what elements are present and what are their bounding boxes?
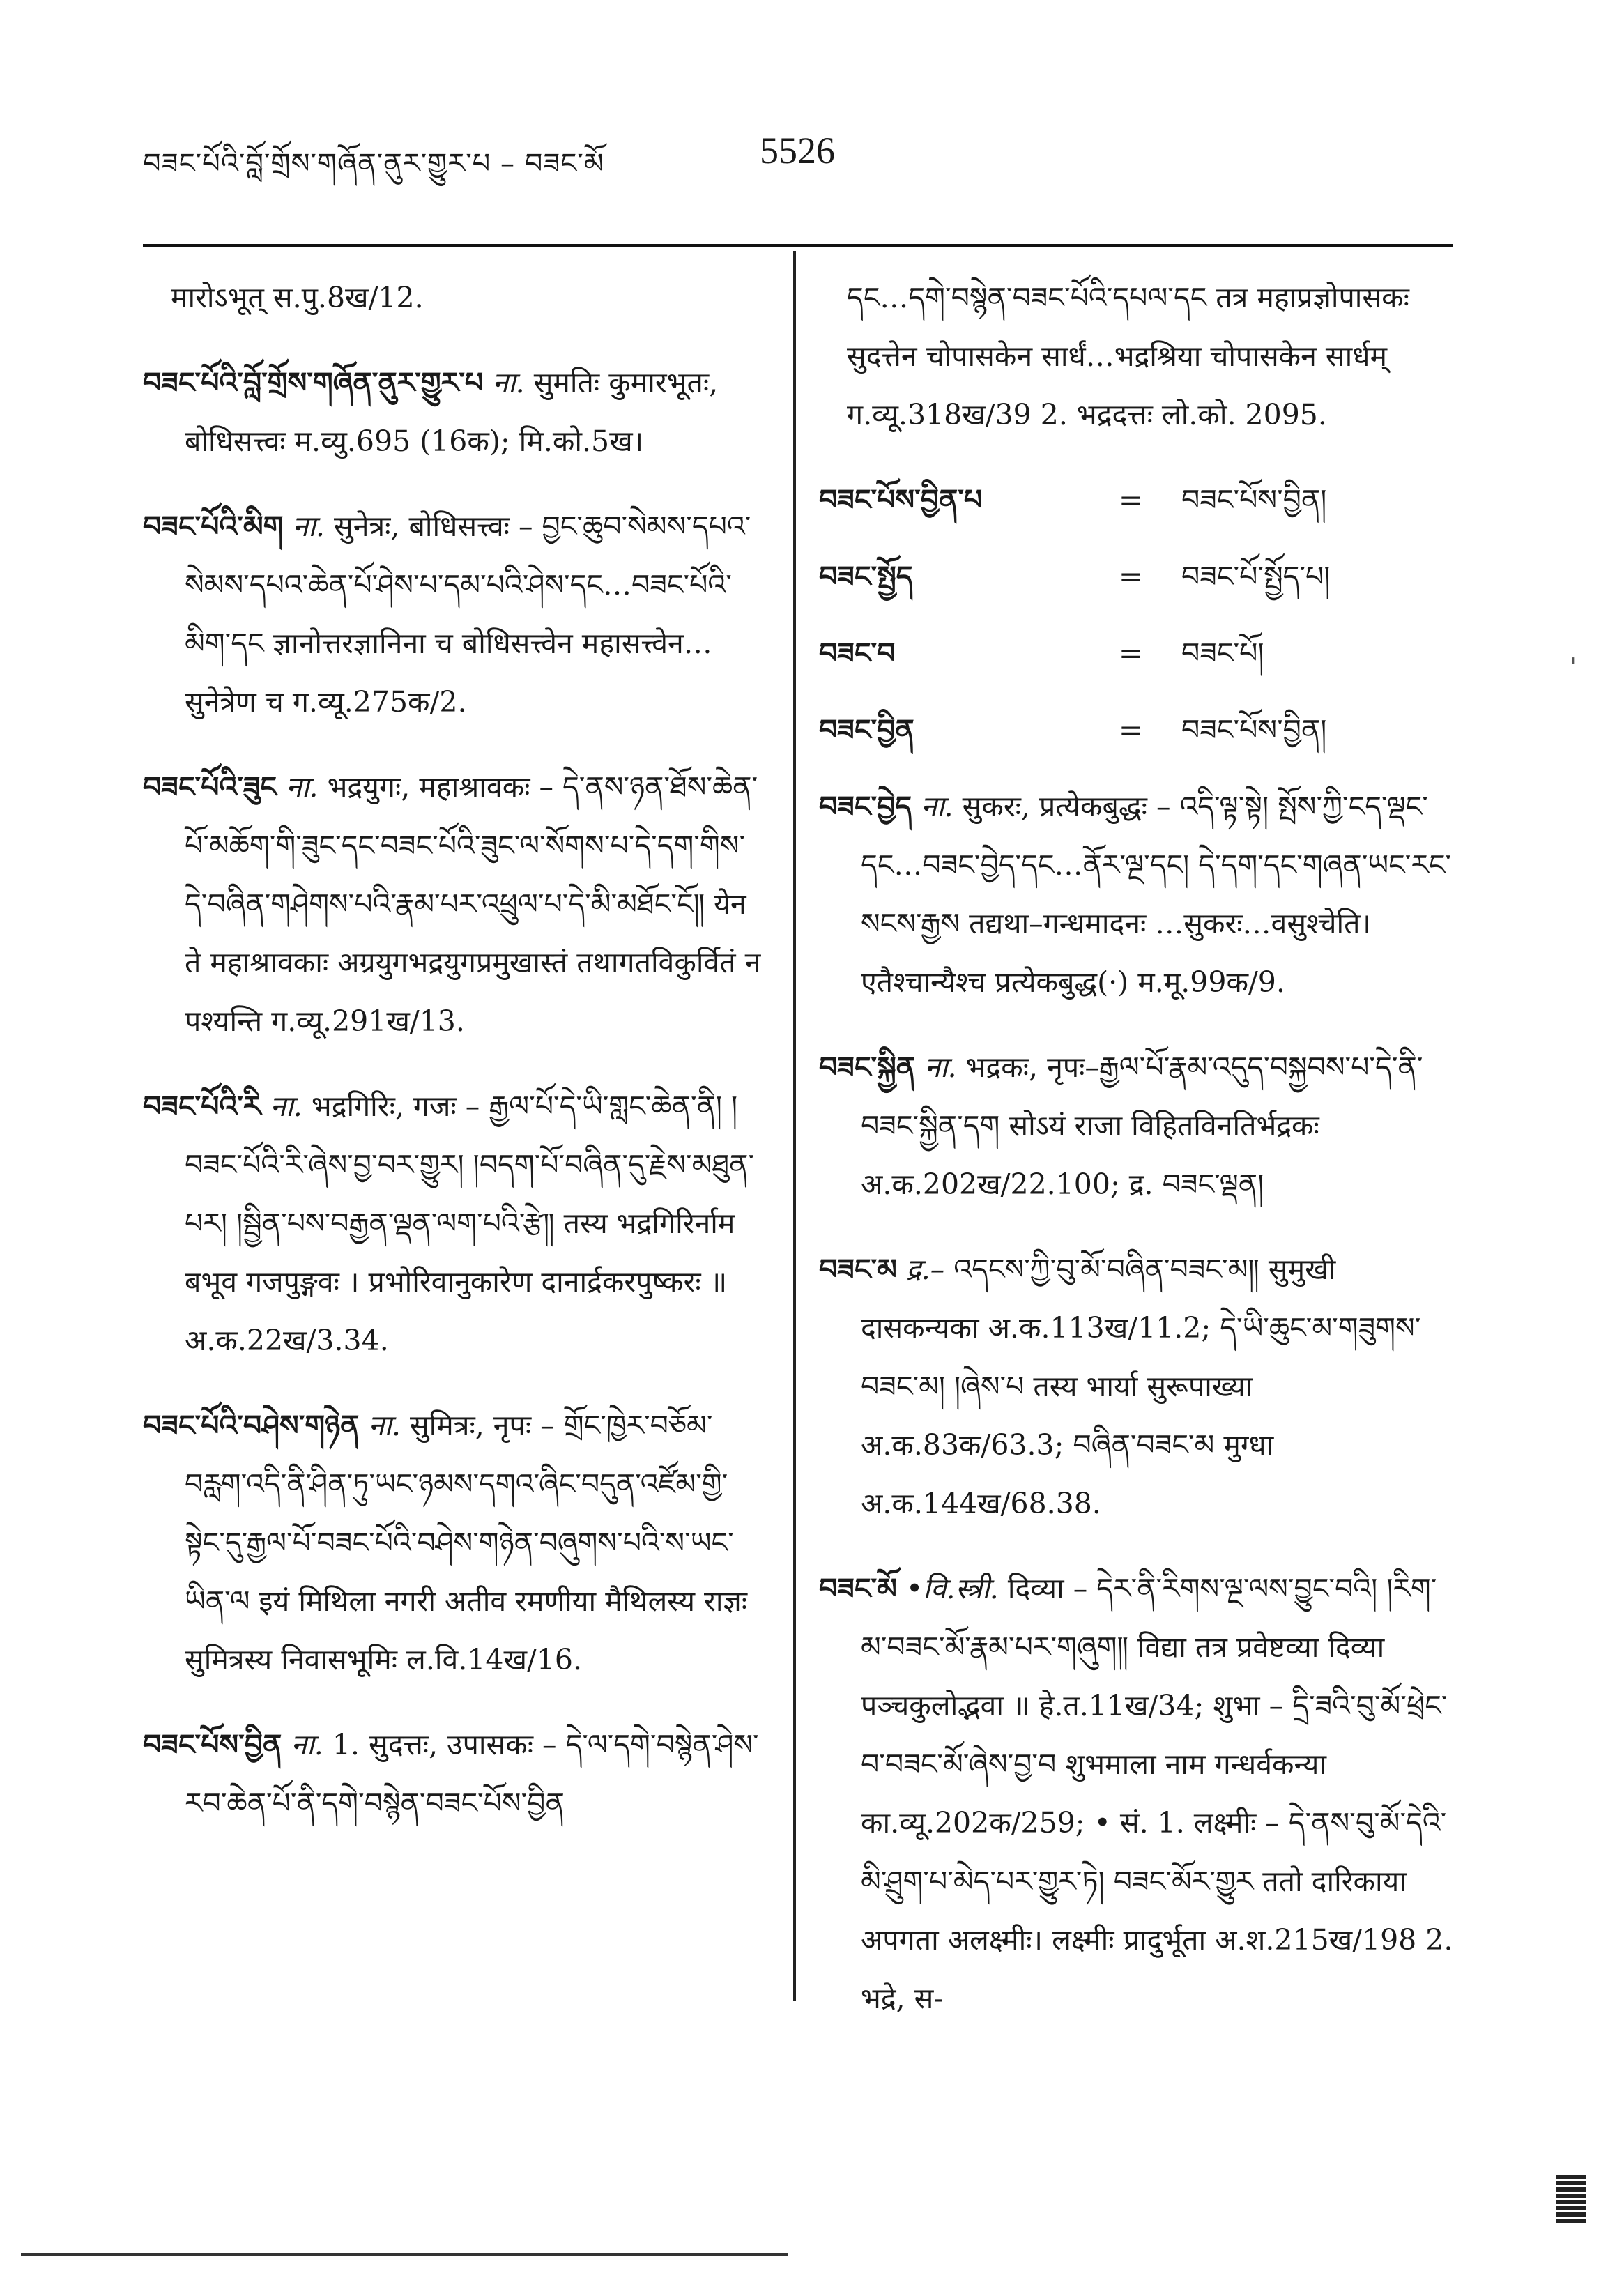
dictionary-entry [819,1038,1460,1214]
entry-headword: བཟང་པོའི་རི [143,1089,261,1123]
xref-target: བཟང་པོ། [1181,636,1264,670]
entry-body: दिव्या – དེར་ནི་རིགས་ལྔ་ལས་བྱུང་བའི། །རིག་མ་བཟང་མོ་རྣམ་པར་གཞུག༎ विद्या तत्र प्रवेष्टव्या दिव्या पञ्चकुलोद्भवा ॥ हे.त.11ख/34; शुभा – དྲི་ཟའི་བུ་མོ་ཕྲེང་བ་བཟང་མོ་ཞེས་བྱ་བ शुभमाला नाम गन्धर्वकन्या का.व्यू.202क/259; • सं. 1. लक्ष्मीः – དེ་ནས་བུ་མོ་དེའི་མི་ཤྲུག་པ་མེད་པར་གྱུར་ཏེ། བཟང་མོར་གྱུར ततो दारिकाया अपगता अलक्ष्मीः। लक्ष्मीः प्रादुर्भूता अ.श.215ख/198 2. भद्रे, स- [861,1572,1453,2015]
left-column [143,268,763,1859]
grammar-label: ना. [921,790,953,823]
cross-reference [819,701,1460,770]
entry-headword: བཟང་སྐྱིན [819,1050,916,1084]
entry-body: भद्रयुगः, महाश्रावकः – དེ་ནས་ཉན་ཐོས་ཆེན་པོ་མཆོག་གི་ཟུང་དང་བཟང་པོའི་ཟུང་ལ་སོགས་པ་དེ་དག་གིས་དེ་བཞིན་གཤེགས་པའི་རྣམ་པར་འཕྲུལ་པ་དེ་མི་མཐོང་ངོ༎ येन ते महाश्रावकाः अग्रयुगभद्रयुगप्रमुखास्तं तथागतविकुर्वितं न पश्यन्ति ग.व्यू.291ख/13. [185,770,761,1038]
grammar-label: ना. [291,1728,323,1761]
entry-body: भद्रगिरिः, गजः – རྒྱལ་པོ་དེ་ཡི་གླང་ཆེན་ནི། །བཟང་པོའི་རི་ཞེས་བྱ་བར་གྱུར། །བདག་པོ་བཞིན་དུ་རྗེས་མཐུན་པར། །སྦྱིན་པས་བརྒྱན་ལྡན་ལག་པའི་རྩེ༎ तस्य भद्रगिरिर्नाम बभूव गजपुङ्गवः । प्रभोरिवानुकारेण दानार्द्रकरपुष्करः ॥ अ.क.22ख/3.34. [185,1089,755,1357]
entry-body: सुकरः, प्रत्येकबुद्धः – འདི་ལྟ་སྟེ། སྤོས་ཀྱི་ངད་ལྡང་དང…བཟང་བྱེད་དང…ནོར་ལྔ་དང། དེ་དག་དང་གཞན་ཡང་རང་སངས་རྒྱས तद्यथा–गन्धमादनः …सुकरः…वसुश्चेति। एतैश्चान्यैश्च प्रत्येकबुद्ध(·) म.मू.99क/9. [861,790,1452,999]
dictionary-entry [819,777,1460,1011]
xref-headword: བཟང་བྱིན [819,713,914,747]
xref-target: བཟང་པོས་བྱིན། [1181,483,1327,517]
entry-body: འདངས་ཀྱི་བུ་མོ་བཞིན་བཟང་མ༎ सुमुखी दासकन्यका अ.क.113ख/11.2; དེ་ཡི་ཆུང་མ་གཟུགས་བཟང་མ། །ཞེས་པ तस्य भार्या सुरूपाख्या अ.क.83क/63.3; བཞིན་བཟང་མ मुग्धा अ.क.144ख/68.38. [861,1253,1421,1520]
xref-headword: བཟང་སྤྱོད [819,560,913,593]
dictionary-entry [143,1715,763,1833]
entry-body: भद्रकः, नृपः–རྒྱལ་པོ་རྣམ་འདུད་བསྐྱབས་པ་དེ་ནི་བཟང་སྐྱིན་དག सोऽयं राजा विहितविनतिर्भद्रकः अ.क.202ख/22.100; द्र. བཟང་ལྡན། [861,1050,1423,1201]
dictionary-entry [143,758,763,1050]
entry-headword: བཟང་བྱེད [819,790,912,823]
xref-target: བཟང་པོ་སྤྱོད་པ། [1181,560,1331,593]
entry-body: सुमतिः कुमारभूतः, बोधिसत्त्वः म.व्यु.695 (16क); मि.को.5ख। [185,366,719,458]
xref-equals: = [1119,713,1143,747]
running-head: བཟང་པོའི་བློ་གྲོས་གཞོན་ནུར་གྱུར་པ – བཟང་མོ [143,148,604,180]
dictionary-entry [143,497,763,731]
page-edge-marks [1556,2175,1586,2279]
cross-reference [819,547,1460,617]
grammar-label: ना. [368,1409,401,1442]
dictionary-entry [819,1240,1460,1533]
grammar-label: •वि.स्त्री. [905,1572,999,1605]
entry-headword: བཟང་པོའི་ཟུང [143,770,277,804]
entry-headword: བཟང་མོ [819,1572,897,1605]
xref-equals: = [1119,483,1143,517]
dictionary-entry [143,1077,763,1370]
grammar-label: ना. [270,1089,302,1123]
dictionary-entry [143,268,763,327]
grammar-label: ना. [286,770,319,804]
grammar-label: ना. [924,1050,957,1084]
entry-headword: བཟང་མ [819,1253,897,1286]
xref-target: བཟང་པོས་བྱིན། [1181,713,1327,747]
bottom-rule [21,2253,788,2256]
margin-mark: ' [1570,654,1577,682]
entry-body: 1. सुदत्तः, उपासकः – དེ་ལ་དགེ་བསྙེན་ཤེས་རབ་ཆེན་པོ་ནི་དགེ་བསྙེན་བཟང་པོས་བྱིན [185,1728,759,1820]
dictionary-entry [143,1396,763,1689]
header-rule [143,244,1453,247]
grammar-label: द्र.– [905,1253,945,1286]
entry-headword: བཟང་པོའི་བློ་གྲོས་གཞོན་ནུར་གྱུར་པ [143,366,484,399]
xref-headword: བཟང་བ [819,636,896,670]
dictionary-entry [819,1559,1460,2028]
grammar-label: ना. [492,366,525,399]
entry-headword: བཟང་པོའི་བཤེས་གཉེན [143,1409,360,1442]
page-header [143,129,1467,178]
cross-reference [819,471,1460,540]
xref-headword: བཟང་པོས་བྱིན་པ [819,483,983,517]
entry-headword: བཟང་པོའི་མིག [143,510,284,543]
entry-body: सुमित्रः, नृपः – གྲོང་ཁྱེར་བཅོམ་བརླག་འདི་ནི་ཤིན་ཏུ་ཡང་ཉམས་དགའ་ཞིང་བདུན་འཛོམ་གྱི་སྟེང་དུ་རྒྱལ་པོ་བཟང་པོའི་བཤེས་གཉེན་བཞུགས་པའི་ས་ཡང་ཡིན་ལ इयं मिथिला नगरी अतीव रमणीया मैथिलस्य राज्ञः सुमित्रस्य निवासभूमिः ल.वि.14ख/16. [185,1409,748,1676]
grammar-label: ना. [292,510,325,543]
right-column [819,268,1460,2054]
entry-body: དང…དགེ་བསྙེན་བཟང་པོའི་དཔལ་དང तत्र महाप्रज्ञोपासकः सुदत्तेन चोपासकेन सार्धं…भद्रश्रिया चोपासकेन सार्धम् ग.व्यू.318ख/39 2. भद्रदत्तः लो.को. 2095. [847,281,1409,431]
entry-headword: བཟང་པོས་བྱིན [143,1728,282,1761]
entry-body: मारोऽभूत् स.पु.8ख/12. [171,281,424,314]
entry-body: सुनेत्रः, बोधिसत्त्वः – བྱང་ཆུབ་སེམས་དཔའ་སེམས་དཔའ་ཆེན་པོ་ཤེས་པ་དམ་པའི་ཤེས་དང…བཟང་པོའི་མིག་དང ज्ञानोत्तरज्ञानिना च बोधिसत्त्वेन महासत्त्वेन…सुनेत्रेण च ग.व्यू.275क/2. [185,510,751,719]
dictionary-entry-continuation [819,268,1460,444]
xref-equals: = [1119,560,1143,593]
xref-equals: = [1119,636,1143,670]
column-divider [793,251,796,2001]
cross-reference [819,624,1460,694]
page-number: 5526 [760,130,835,171]
dictionary-entry [143,353,763,471]
